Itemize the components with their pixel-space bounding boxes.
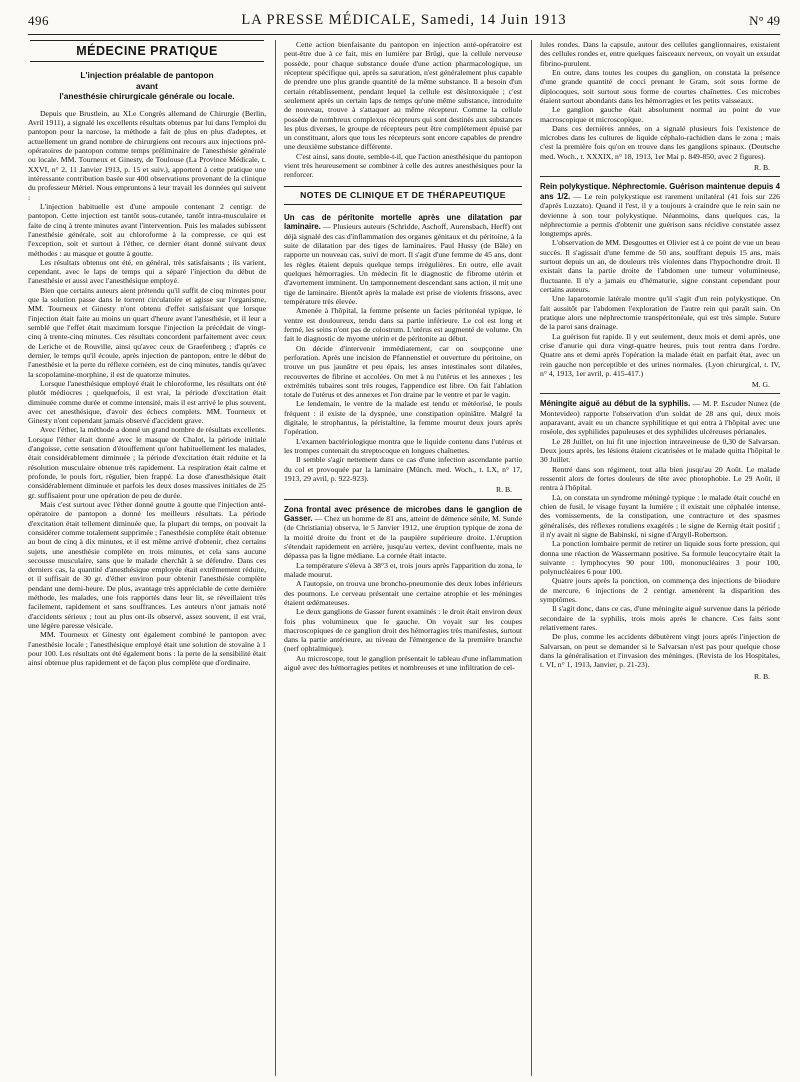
author-initials: R. B.	[753, 671, 770, 681]
article-title: Un cas de péritonite mortelle après une dilatation par laminaire.	[284, 213, 522, 232]
article-lead: Zona frontal avec présence de microbes dans le ganglion de Gasser. — Chez un homme de 81 ans, atteint de démence sénile, M. Sunde (de Christiania) observa, le 5 Janvier 1912, une éruption typique de zona de la moitié droite du front et de la paupière supérieure droite. L'éruption s'étendait rapidement en arrière, jusqu'au vertex, devint confluente, mais ne dépassa pas la ligne médiane. La cornée était intacte.	[284, 504, 522, 561]
paragraph: MM. Tourneux et Ginesty ont également combiné le pantopon avec l'anesthésie locale ; l'anesthésique employé était une solution de stovaïne à 1 pour 100. Les résultats ont été également bons : la perte de la sensibilité était ainsi obtenue plus rapidement et de façon plus complète que d'ordinaire.	[28, 630, 266, 668]
paragraph: Dans ces dernières années, on a signalé plusieurs fois l'existence de microbes dans les cultures de liquide céphalo-rachidien dans le zona ; mais c'est la première fois qu'on en trouve dans les ganglions spinaux. (Deutsche med. Woch., t. XXXIX, n° 18, 1913, 1er Mai p. 849-850, avec 2 figures).	[540, 123, 780, 161]
paragraph: Avec l'éther, la méthode a donné un grand nombre de résultats excellents. Lorsque l'éther était donné avec le masque de Chalot, la période initiale d'angoisse, cette sensation d'étouffement qu'ont habituellement les malades, était considérablement diminuée ; la période d'excitation était réduite et la résolution musculaire obtenue très rapidement. La respiration était calme et profonde, le pouls fort, régulier, bien frappé. La dose d'anesthésique était considérablement diminuée et parfois les deux doses massives initiales de 25 gr. suffisaient pour une opération de peu de durée.	[28, 425, 266, 500]
paragraph: Lorsque l'anesthésique employé était le chloroforme, les résultats ont été plutôt médiocres ; quelquefois, il est vrai, la période d'excitation était diminuée comme durée et comme intensité, mais il est arrivé le plus souvent, avec cet anesthésique, d'avoir des échecs complets. MM. Tourneux et Ginesty n'ont cependant jamais observé d'accident grave.	[28, 378, 266, 426]
columns	[28, 40, 780, 1076]
paragraph: Là, on constata un syndrome méningé typique : le malade était couché en chien de fusil, le visage fuyant la lumière ; il existait une céphalée intense, des vomissements, de la constipation, une contracture et des spasmes généralisés, des réflexes rotuliens exagérés ; le signe de Kernig était positif ; il n'y avait ni signe de Babinski, ni signe d'Argyll-Robertson.	[540, 492, 780, 539]
column-rule	[275, 40, 276, 1076]
paragraph: En outre, dans toutes les coupes du ganglion, on constata la présence d'une grande quantité de cocci prenant le Gram, soit sous forme de diplocoques, soit surtout sous forme de courtes chaînettes. Ces microbes étaient surtout abondants dans les hémorragies et les petits vaisseaux.	[540, 67, 780, 105]
paragraph: Bien que certains auteurs aient prétendu qu'il suffit de cinq minutes pour que la solution passe dans le torrent circulatoire et agisse sur l'organisme, MM. Tourneux et Ginesty n'ont obtenu d'effet satisfaisant que lorsque l'injection était faite au moins un quart d'heure avant l'anesthésie, et il leur a semblé que l'effet était maximum lorsque l'injection la précédait de vingt-cinq à trente-cinq minutes. Ces résultats concordent parfaitement avec ceux de Leriche et de Rouville, ainsi qu'avec ceux de Graefenberg ; d'après ce dernier, le temps qu'il écoule, après injection de pantopon, entre le début de l'anesthésie et la perte du réflexe cornéen, est de cinq minutes, tandis qu'avec la scopolamine-morphine, il est de quatorze minutes.	[28, 285, 266, 379]
page-header	[28, 8, 780, 35]
paragraph: Il s'agit donc, dans ce cas, d'une méningite aiguë survenue dans la période secondaire de la syphilis, trois mois après le chancre. Ces faits sont relativement rares.	[540, 604, 780, 633]
section-rubric: NOTES DE CLINIQUE ET DE THÉRAPEUTIQUE	[284, 186, 522, 205]
author-initials: M. G.	[751, 380, 770, 390]
newspaper-page	[28, 8, 780, 1076]
column-2	[284, 40, 522, 1076]
article-lead: Méningite aiguë au début de la syphilis. — M. P. Escuder Nunez (de Montevideo) rapporte l'observation d'un soldat de 28 ans qui, deux mois auparavant, avait eu un chancre syphilitique et qui entra à l'hôpital avec une roséole, des syphilides papuleuses et des syphilides ulcéreuses périanales.	[540, 399, 780, 437]
paragraph: On décide d'intervenir immédiatement, car on soupçonne une perforation. Après une incision de Pfannenstiel et ouverture du péritoine, on trouve un pus jaunâtre et peu épais, les anses intestinales sont dilatées, recouvertes de fibrine et accolées. On met à nu l'utérus et les annexes ; les extrémités tubaires sont très rouges, l'appendice est libre. On fait l'ablation totale de l'utérus et des annexes et l'on draine par le ventre et par le vagin.	[284, 343, 522, 400]
journal-title: LA PRESSE MÉDICALE, Samedi, 14 Juin 1913	[241, 12, 567, 28]
article-title: Méningite aiguë au début de la syphilis.	[540, 399, 691, 409]
paragraph: A l'autopsie, on trouva une broncho-pneumonie des deux lobes inférieurs des poumons. Le cerveau présentait une certaine atrophie et les méninges étaient œdémateuses.	[284, 579, 522, 607]
divider	[540, 176, 780, 177]
article-title: Zona frontal avec présence de microbes dans le ganglion de Gasser.	[284, 504, 522, 523]
paragraph: L'examen bactériologique montra que le liquide contenu dans l'utérus et les trompes contenait du streptocoque en longues chaînettes.	[284, 436, 522, 455]
divider	[284, 499, 522, 500]
paragraph: C'est ainsi, sans doute, semble-t-il, que l'action anesthésique du pantopon vient très heureusement se combiner à celle des autres anesthésiques pour la renforcer.	[284, 151, 522, 180]
paragraph: Au microscope, tout le ganglion présentait le tableau d'une inflammation aiguë avec des hémorragies petites et nombreuses et une infiltration de cel-	[284, 653, 522, 673]
column-3	[540, 40, 780, 1076]
paragraph: Rentré dans son régiment, tout alla bien jusqu'au 20 Août. Le malade ressentit alors de fortes douleurs de tête avec photophobie. Le 29 Août, il rentra à l'hôpital.	[540, 464, 780, 493]
article-lead: Rein polykystique. Néphrectomie. Guérison maintenue depuis 4 ans 1/2. — Le rein polykystique est rarement unilatéral (41 fois sur 226 d'après Luzzato). Quand il l'est, il y a toujours à craindre que le rein sain ne devienne à son tour polykystique. Néanmoins, dans quelques cas, la néphrectomie a permis d'obtenir une guérison sans récidive constatée assez longtemps après.	[540, 182, 780, 239]
article-lead: Un cas de péritonite mortelle après une dilatation par laminaire. — Plusieurs auteurs (Schridde, Aschoff, Aurensbach, Herff) ont déjà signalé des cas d'inflammation des organes génitaux et du péritoine, à la suite de dilatation par des tiges de laminaires. Paul Hussy (de Bâle) en rapporte un nouveau cas, suivi de mort. Il s'agit d'une femme de 45 ans, dont les règles étaient depuis quelque temps irrégulières. En outre, elle avait quelques hémorragies. Un médecin fit le diagnostic de fibrome utérin et d'avortement imminent. Un tamponnement descendant sans action, il mit une tige de laminaire. Bientôt après la malade est prise de violents frissons, avec température très élevée.	[284, 213, 522, 306]
paragraph: Il semble s'agir nettement dans ce cas d'une infection ascendante partie du col et provoquée par la laminaire (Münch. med. Woch., t. LX, n° 17, 1913, 29 avril, p. 922-923).	[284, 455, 522, 483]
paragraph: Depuis que Brustlein, au XLe Congrès allemand de Chirurgie (Berlin, Avril 1911), a signalé les excellents résultats obtenus par lui dans l'emploi du pantopon pour la narcose, la méthode a fait de plus en plus d'adeptes, et actuellement un grand nombre de chirurgiens ont recours aux injections pré-opératoires de pantopon comme temps préliminaire de l'anesthésie générale ou locale. MM. Tourneux et Ginesty, de Toulouse (La Province Médicale, t. XXVI, n° 2, 11 Janvier 1913, p. 15 et suiv.), apportent à cette pratique une intéressante contribution basée sur 400 observations provenant de la clinique du professeur Mériel. Nous empruntons à leur travail les données qui suivent :	[28, 108, 266, 202]
section-rubric: MÉDECINE PRATIQUE	[30, 40, 264, 62]
page-number: 496	[28, 13, 49, 28]
paragraph: La ponction lombaire permit de retirer un liquide sous forte pression, qui donna une réaction de Wassermann positive. Sa formule leucocytaire était la suivante : lymphocytes 90 pour 100, mononucléaires 3 pour 100, polynucléaires 6 pour 100.	[540, 539, 780, 577]
paragraph: La guérison fut rapide. Il y eut seulement, deux mois et demi après, une crise d'anurie qui dura vingt-quatre heures, puis tout rentra dans l'ordre. Quatre ans et demi après l'opération la malade était en parfait état, avec un rein gauche non perceptible et des urines normales. (Lyon chirurgical, t. IV, n° 4, 1913, 1er avril, p. 415-417.)	[540, 331, 780, 378]
paragraph: Le 28 Juillet, on lui fit une injection intraveineuse de 0,30 de Salvarsan. Deux jours après, les lésions étaient cicatrisées et le malade quitta l'hôpital le 30 Juillet.	[540, 436, 780, 465]
paragraph: De plus, comme les accidents débutèrent vingt jours après l'injection de Salvarsan, on peut se demander si le Salvarsan n'est pas pour quelque chose dans la généralisation et l'invasion des méninges. (Revista de los Hospitales, t. VI, n° 1, 1913, Janvier, p. 21-23).	[540, 632, 780, 670]
issue-number: N° 49	[749, 13, 780, 28]
author-initials: R. B.	[753, 163, 770, 173]
article-title: L'injection préalable de pantopon avant l'anesthésie chirurgicale générale ou locale.	[59, 70, 235, 102]
paragraph: Le ganglion gauche était absolument normal au point de vue macroscopique et microscopique.	[540, 105, 780, 124]
paragraph: Mais c'est surtout avec l'éther donné goutte à goutte que l'injection anté-opératoire de pantopon a donné les meilleurs résultats. La période d'excitation était tellement diminuée que, la plupart du temps, on pouvait la considérer comme totalement supprimée ; l'anesthésie complète était obtenue au bout de cinq à dix minutes, et il est même arrivé d'obtenir, chez certains sujets, une anesthésie complète en trois minutes, et cela sans aucune secousse musculaire, sans que le malade cherchât à se défendre. Dans ces derniers cas, la quantité d'anesthésique employée était extrêmement réduite, et il suffisait de 30 gr. d'éther environ pour obtenir l'anesthésie complète pendant une demi-heure. De plus, avantage très appréciable de cette dernière méthode, les malades, une fois rapportés dans leur lit, se réveillaient très facilement, rapidement et sans souffrances. Les auteurs n'ont jamais noté d'accidents sérieux ; tout au plus ont-ils observé, assez souvent, il est vrai, une légère paresse vésicale.	[28, 499, 266, 630]
paragraph: Amenée à l'hôpital, la femme présente un facies péritonéal typique, le ventre est douloureux, tendu dans sa partie inférieure. Le col est long et fermé, les seins n'ont pas de colostrum. L'utérus est augmenté de volume. On fait le diagnostic de myome utérin et de péritonite au début.	[284, 306, 522, 344]
article-title: Rein polykystique. Néphrectomie. Guérison maintenue depuis 4 ans 1/2.	[540, 182, 780, 201]
paragraph: Quatre jours après la ponction, on commença des injections de biiodure de mercure, 6 injections de 2 centigr. amenèrent la disparition des symptômes.	[540, 576, 780, 605]
paragraph: Le lendemain, le ventre de la malade est tendu et météorisé, le pouls fréquent : il existe de la dyspnée, une constipation opiniâtre. Malgré la digitale, le strophantus, la péristaltine, la femme mourut deux jours après l'opération.	[284, 399, 522, 437]
author-initials: R. B.	[495, 485, 512, 495]
column-rule	[531, 40, 532, 1076]
paragraph: Le deux ganglions de Gasser furent examinés : le droit était environ deux fois plus volumineux que le gauche. On voyait sur les coupes macroscopiques de ce ganglion droit des hémorragies très manifestes, surtout dans la partie antérieure, au niveau de l'émergence de la première branche (nerf ophtalmique).	[284, 607, 522, 654]
paragraph: lules rondes. Dans la capsule, autour des cellules ganglionnaires, existaient des cellules rondes et, entre quelques faisceaux nerveux, on voyait un exsudat fibrino-purulent.	[540, 40, 780, 68]
paragraph: L'observation de MM. Desgouttes et Olivier est à ce point de vue un beau succès. Il s'agissait d'une femme de 50 ans, souffrant depuis 15 ans, mais surtout depuis un an, de douleurs très violentes dans l'hypochondre droit. Il existait dans la partie droite de l'abdomen une tumeur volumineuse, fluctuante. Il n'y a jamais eu d'hématurie, signe constant cependant pour certains auteurs.	[540, 238, 780, 294]
paragraph: Cette action bienfaisante du pantopon en injection anté-opératoire est peut-être due à ce fait, mis en lumière par Brügi, que la cellule nerveuse possède, pour chaque substance douée d'une action pharmacologique, un récepteur spécifique qui, après sa saturation, n'est généralement plus capable de prendre une plus grande quantité de la même substance. Il a besoin d'un certain rétablissement, pendant lequel la cellule est désintoxiquée ; c'est seulement après un certain laps de temps qu'une même substance, introduite de nouveau, trouve à s'attaquer au même récepteur. Comme la cellule possède de nombreux complexus récepteurs qui sont destinés aux substances les plus diverses, le groupe de récepteurs peut être complètement épuisé par un constituant, alors que tous les récepteurs sont encore capables de prendre une deuxième substance différente.	[284, 40, 522, 152]
paragraph: Une laparotomie latérale montre qu'il s'agit d'un rein polykystique. On fait aussitôt par l'abdomen l'exploration de l'autre rein qui paraît sain. On pratique alors une néphrectomie transpéritonéale, qui est très simple. Suture de la paroi sans drainage.	[540, 294, 780, 332]
divider	[540, 393, 780, 394]
paragraph: Les résultats obtenus ont été, en général, très satisfaisants ; ils varient, cependant, avec le laps de temps qui a séparé l'injection du début de l'anesthésie et aussi avec l'anesthésique employé.	[28, 257, 266, 286]
paragraph: La température s'éleva à 38°3 et, trois jours après l'apparition du zona, le malade mourut.	[284, 560, 522, 579]
column-1	[28, 40, 266, 1076]
paragraph: L'injection habituelle est d'une ampoule contenant 2 centigr. de pantopon. Cette injection est tantôt sous-cutanée, tantôt intra-musculaire et faite de cinq à trente minutes avant l'intervention. Puis les malades subissent l'anesthésie générale, soit au chloroforme à la compresse, ce qui est l'exception, soit et surtout à l'éther, ce dernier étant donné suivant deux méthodes : au masque et goutte à goutte.	[28, 201, 266, 258]
